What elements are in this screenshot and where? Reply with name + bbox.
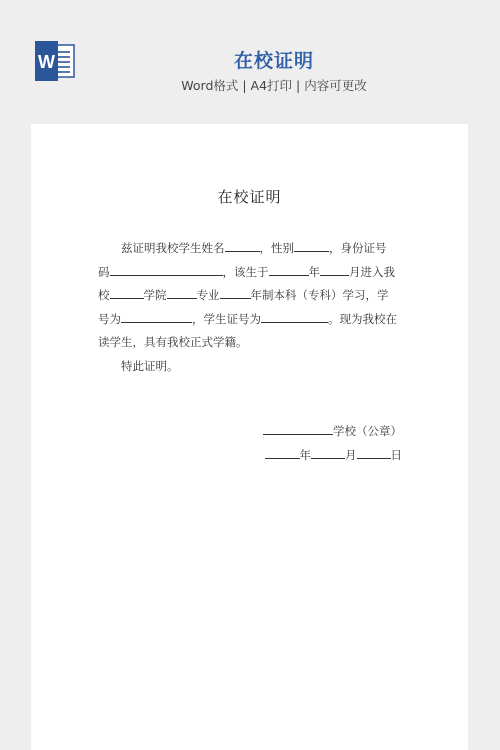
blank-id-number <box>110 262 223 276</box>
body-line-4 <box>98 308 404 332</box>
text-segment: 兹证明我校学生姓名 <box>121 241 225 255</box>
document-title: 在校证明 <box>217 188 282 206</box>
body-line-6 <box>98 355 404 379</box>
blank-student-no <box>121 309 192 323</box>
blank-school <box>263 421 333 435</box>
day-label: 日 <box>390 448 402 462</box>
month-label: 月 <box>345 448 357 462</box>
text-segment: 校 <box>98 288 110 303</box>
text-segment: 年 <box>308 264 320 279</box>
blank-major <box>167 285 197 299</box>
blank-gender <box>294 238 329 252</box>
signature-date <box>265 445 403 463</box>
document-body <box>98 237 404 379</box>
text-segment: 。现为我校在 <box>328 311 397 326</box>
document-page <box>31 124 468 750</box>
blank-college <box>110 285 144 299</box>
text-segment: ，学生证号为 <box>192 311 261 326</box>
blank-sign-month <box>311 445 345 459</box>
year-label: 年 <box>299 448 311 462</box>
body-line-3 <box>98 284 404 308</box>
text-segment: 码 <box>98 264 110 279</box>
school-seal-label: 学校（公章） <box>333 424 402 438</box>
blank-student-card-no <box>261 309 328 323</box>
signature-school <box>263 421 402 439</box>
body-line-5: 读学生，具有我校正式学籍。 <box>98 335 248 350</box>
text-segment: ，性别 <box>259 241 294 255</box>
text-segment: ，该生于 <box>222 264 269 279</box>
text-segment: 号为 <box>98 311 121 326</box>
word-icon-letter: W <box>38 52 55 72</box>
blank-sign-year <box>265 445 300 459</box>
blank-enroll-month <box>320 262 349 276</box>
closing-text: 特此证明。 <box>121 358 179 373</box>
body-line-1 <box>98 237 404 261</box>
text-segment: 月进入我 <box>349 264 395 279</box>
blank-years <box>220 285 251 299</box>
page-title: 在校证明 <box>233 50 314 72</box>
text-segment: ，身份证号 <box>329 241 387 255</box>
body-line-2 <box>98 261 404 285</box>
blank-sign-day <box>357 445 391 459</box>
blank-name <box>225 238 260 252</box>
text-segment: 学院 <box>143 288 167 303</box>
text-segment: 年制本科（专科）学习，学 <box>250 288 389 303</box>
page-subtitle: Word格式 | A4打印 | 内容可更改 <box>181 78 367 93</box>
blank-enroll-year <box>269 262 309 276</box>
text-segment: 专业 <box>196 288 220 303</box>
